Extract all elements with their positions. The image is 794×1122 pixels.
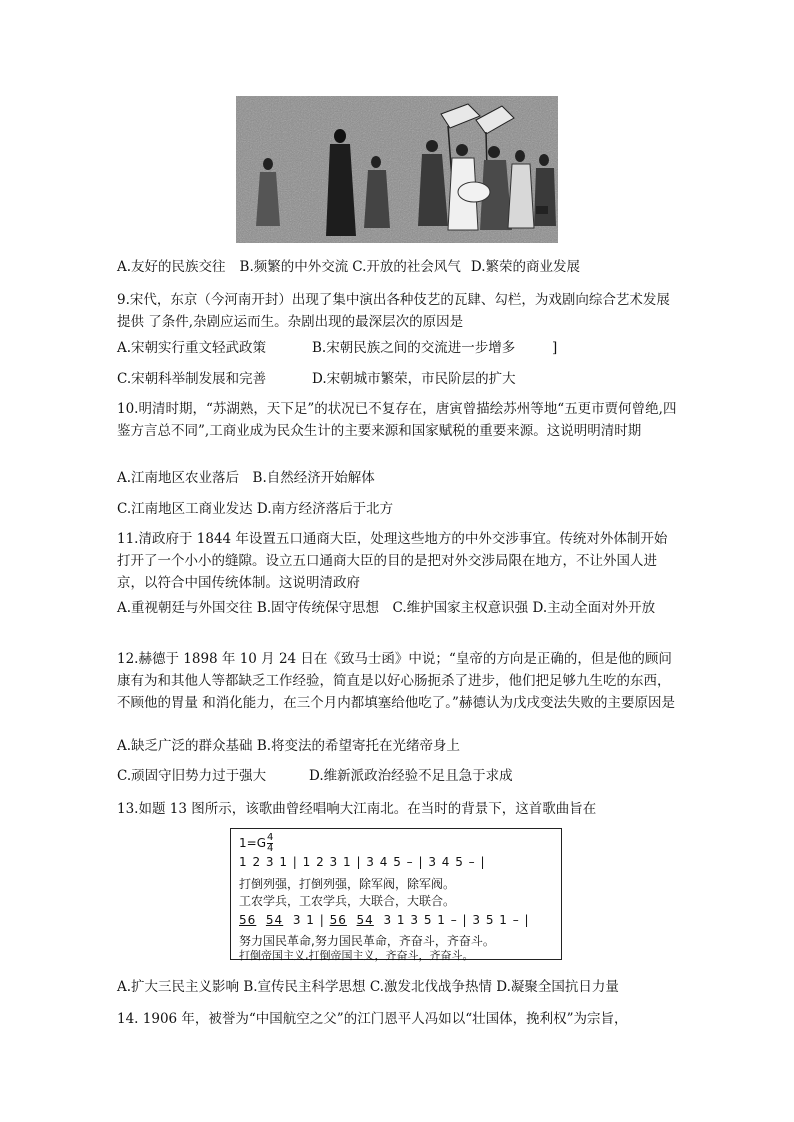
- score-note-group: 54: [356, 913, 374, 927]
- score-note-group: 56: [329, 913, 347, 927]
- q8-option-b[interactable]: B.频繁的中外交流: [239, 259, 349, 275]
- q8-option-c[interactable]: C.开放的社会风气: [352, 259, 461, 275]
- score-meter-bottom: 4: [267, 843, 274, 854]
- q9-options-ab: [117, 339, 557, 357]
- q9-options-cd: [117, 370, 516, 388]
- q11-stem: 11.清政府于 1844 年设置五口通商大臣，处理这些地方的中外交涉事宜。传统对外体制开始打开了一个小小的缝隙。设立五口通商大臣的目的是把对外交涉局限在地方，不让外国人进京，以符合中国传统体制。这说明清政府: [117, 531, 668, 591]
- q8-option-a[interactable]: A.友好的民族交往: [117, 259, 226, 275]
- q12-options-ab[interactable]: A.缺乏广泛的群众基础 B.将变法的希望寄托在光绪帝身上: [117, 738, 461, 754]
- q9-option-b[interactable]: B.宋朝民族之间的交流进一步增多: [312, 340, 516, 356]
- q11-options[interactable]: A.重视朝廷与外国交往 B.固守传统保守思想 C.维护国家主权意识强 D.主动全面对外开放: [117, 600, 656, 616]
- score-note-group: 3 1 |: [292, 913, 325, 927]
- score-lyrics-line-2: 工农学兵，工农学兵，大联合，大联合。: [239, 894, 456, 908]
- q10-options-ab[interactable]: A.江南地区农业落后 B.自然经济开始解体: [117, 470, 375, 486]
- q12-option-c[interactable]: C.顽固守旧势力过于强大: [117, 768, 267, 784]
- score-note-group: 3 1 3 5 1 – | 3 5 1 – |: [383, 913, 530, 927]
- q12-stem: 12.赫德于 1898 年 10 月 24 日在《致马士函》中说；“皇帝的方向是正确的，但是他的顾问康有为和其他人等都缺乏工作经验，简直是以好心肠扼杀了进步，他们把足够九生吃的东西，不顾他的胃量 和消化能力，在三个月内都填塞给他吃了。”赫德认为戊戌变法失败的主要原因是: [117, 651, 675, 711]
- q10-stem: 10.明清时期，“苏湖熟，天下足”的状况已不复存在，唐寅曾描绘苏州等地“五更市贾何曾绝,四鉴方言总不同”,工商业成为民众生计的主要来源和国家赋税的重要来源。这说明明清时期: [117, 401, 677, 439]
- score-note-group: 56: [239, 913, 257, 927]
- q9-stem: 9.宋代，东京（今河南开封）出现了集中演出各种伎艺的瓦肆、勾栏，为戏剧向综合艺术发展提供 了条件,杂剧应运而生。杂剧出现的最深层次的原因是: [117, 292, 670, 330]
- q13-options[interactable]: A.扩大三民主义影响 B.宣传民主科学思想 C.激发北伐战争热情 D.凝聚全国抗日力量: [117, 979, 619, 995]
- historical-painting-image: [236, 96, 558, 243]
- q9-option-c[interactable]: C.宋朝科举制发展和完善: [117, 371, 267, 387]
- painting-figures-drawing: [236, 96, 558, 243]
- score-meter-top: 4: [267, 832, 274, 843]
- score-note-group: 54: [265, 913, 284, 927]
- q12-options-cd: [117, 767, 513, 785]
- q14-stem: 14. 1906 年，被誉为“中国航空之父”的江门恩平人冯如以“壮国体，挽利权”为宗旨，: [117, 1011, 628, 1027]
- q10-options-cd[interactable]: C.江南地区工商业发达 D.南方经济落后于北方: [117, 501, 394, 517]
- score-notes-line-1: 1 2 3 1 | 1 2 3 1 | 3 4 5 – | 3 4 5 – |: [239, 855, 486, 869]
- score-lyrics-line-4: 打倒帝国主义,打倒帝国主义，齐奋斗，齐奋斗。: [239, 949, 474, 962]
- q13-stem: 13.如题 13 图所示，该歌曲曾经唱响大江南北。在当时的背景下，这首歌曲旨在: [117, 801, 597, 817]
- q12-option-d[interactable]: D.维新派政治经验不足且急于求成: [309, 768, 513, 784]
- score-notes-line-2: [239, 913, 530, 927]
- q8-option-d[interactable]: D.繁荣的商业发展: [470, 259, 581, 275]
- score-key: 1=G: [239, 836, 266, 850]
- song-score-figure: [230, 828, 562, 960]
- score-lyrics-line-3: 努力国民革命,努力国民革命，齐奋斗，齐奋斗。: [239, 934, 495, 948]
- answer-bracket: ]: [552, 340, 558, 356]
- q9-option-d[interactable]: D.宋朝城市繁荣，市民阶层的扩大: [312, 371, 516, 387]
- score-lyrics-line-1: 打倒列强，打倒列强，除军阀，除军阀。: [239, 877, 456, 891]
- score-key-signature: [239, 833, 273, 854]
- q8-options-row: [117, 258, 594, 276]
- q9-option-a[interactable]: A.宋朝实行重文轻武政策: [117, 340, 267, 356]
